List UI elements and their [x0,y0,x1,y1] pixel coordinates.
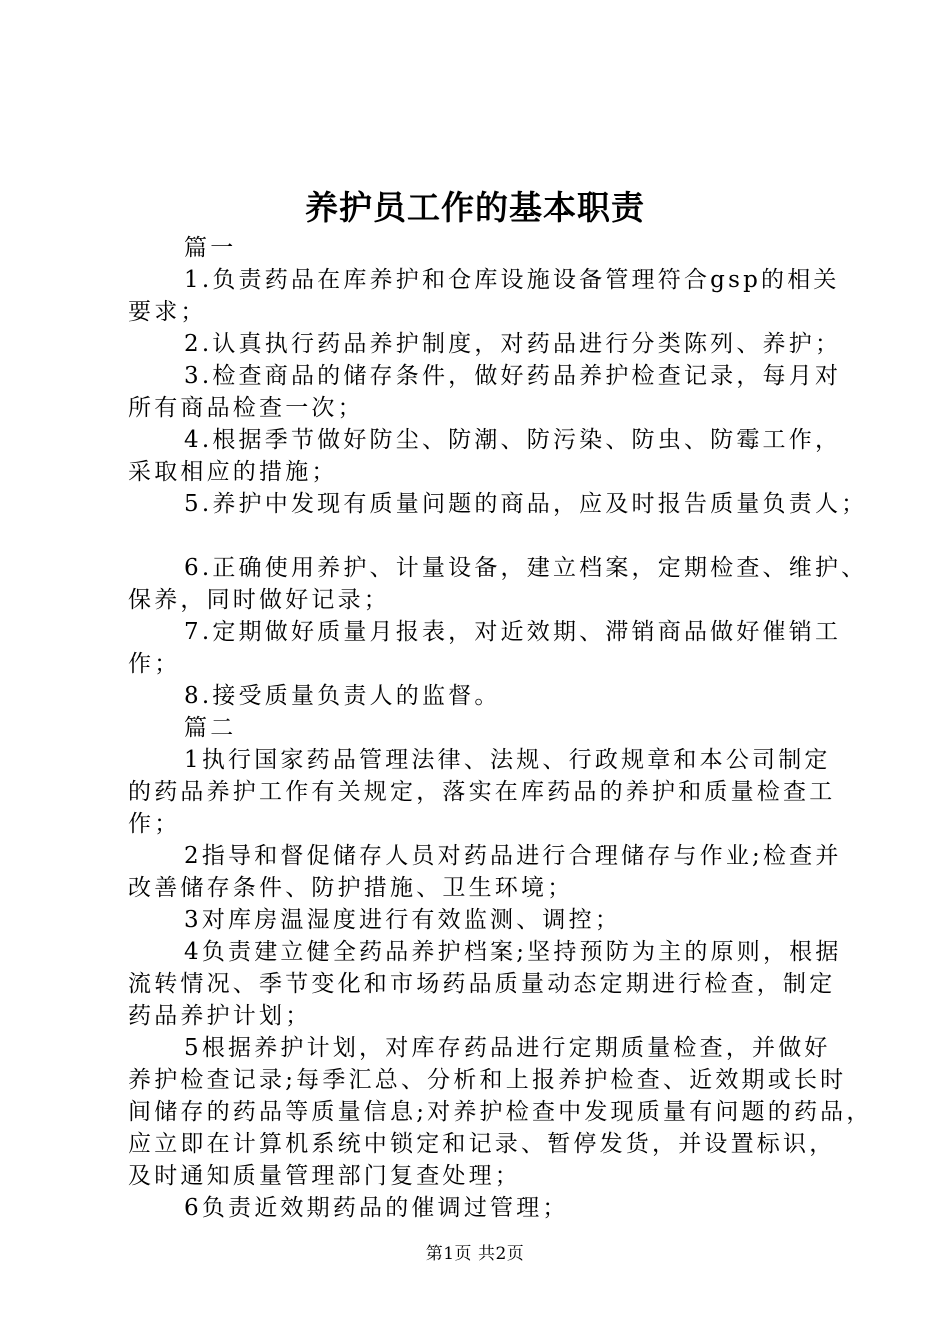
page-title: 养护员工作的基本职责 [305,188,645,227]
text-line: 流转情况、季节变化和市场药品质量动态定期进行检查，制定 [128,971,836,997]
page-footer: 第1页 共2页 [425,1244,525,1264]
text-line: 6.正确使用养护、计量设备，建立档案，定期检查、维护、 [184,555,868,581]
text-line: 应立即在计算机系统中锁定和记录、暂停发货，并设置标识， [128,1131,836,1157]
text-line: 保养，同时做好记录； [128,587,390,613]
document-body [128,232,873,1224]
text-line: 采取相应的措施； [128,459,338,485]
text-line: 5.养护中发现有质量问题的商品，应及时报告质量负责人； [184,491,868,517]
text-line: 篇一 [184,235,237,261]
text-line: 7.定期做好质量月报表，对近效期、滞销商品做好催销工 [184,619,842,645]
text-line: 的药品养护工作有关规定，落实在库药品的养护和质量检查工 [128,779,836,805]
text-line: 3.检查商品的储存条件，做好药品养护检查记录，每月对 [184,363,842,389]
text-line: 篇二 [184,715,237,741]
text-line: 5根据养护计划，对库存药品进行定期质量检查，并做好 [184,1035,831,1061]
text-line: 改善储存条件、防护措施、卫生环境； [128,875,574,901]
text-line: 6负责近效期药品的催调过管理； [184,1195,569,1221]
text-line: 作； [128,651,181,677]
text-line: 养护检查记录;每季汇总、分析和上报养护检查、近效期或长时 [128,1067,847,1093]
text-line: 所有商品检查一次； [128,395,364,421]
text-line: 间储存的药品等质量信息;对养护检查中发现质量有问题的药品， [128,1099,873,1125]
text-line: 药品养护计划； [128,1003,312,1029]
blank-line [128,520,840,552]
text-line: 及时通知质量管理部门复查处理； [128,1163,521,1189]
text-line: 2指导和督促储存人员对药品进行合理储存与作业;检查并 [184,843,842,869]
text-line: 要求； [128,299,207,325]
text-line: 2.认真执行药品养护制度，对药品进行分类陈列、养护； [184,331,842,357]
text-line: 作； [128,811,181,837]
text-line: 1执行国家药品管理法律、法规、行政规章和本公司制定 [184,747,831,773]
text-line: 4.根据季节做好防尘、防潮、防污染、防虫、防霉工作， [184,427,842,453]
text-line: 1.负责药品在库养护和仓库设施设备管理符合gsp的相关 [184,267,840,293]
text-line: 8.接受质量负责人的监督。 [184,683,501,709]
text-line: 4负责建立健全药品养护档案;坚持预防为主的原则，根据 [184,939,842,965]
text-line: 3对库房温湿度进行有效监测、调控； [184,907,622,933]
